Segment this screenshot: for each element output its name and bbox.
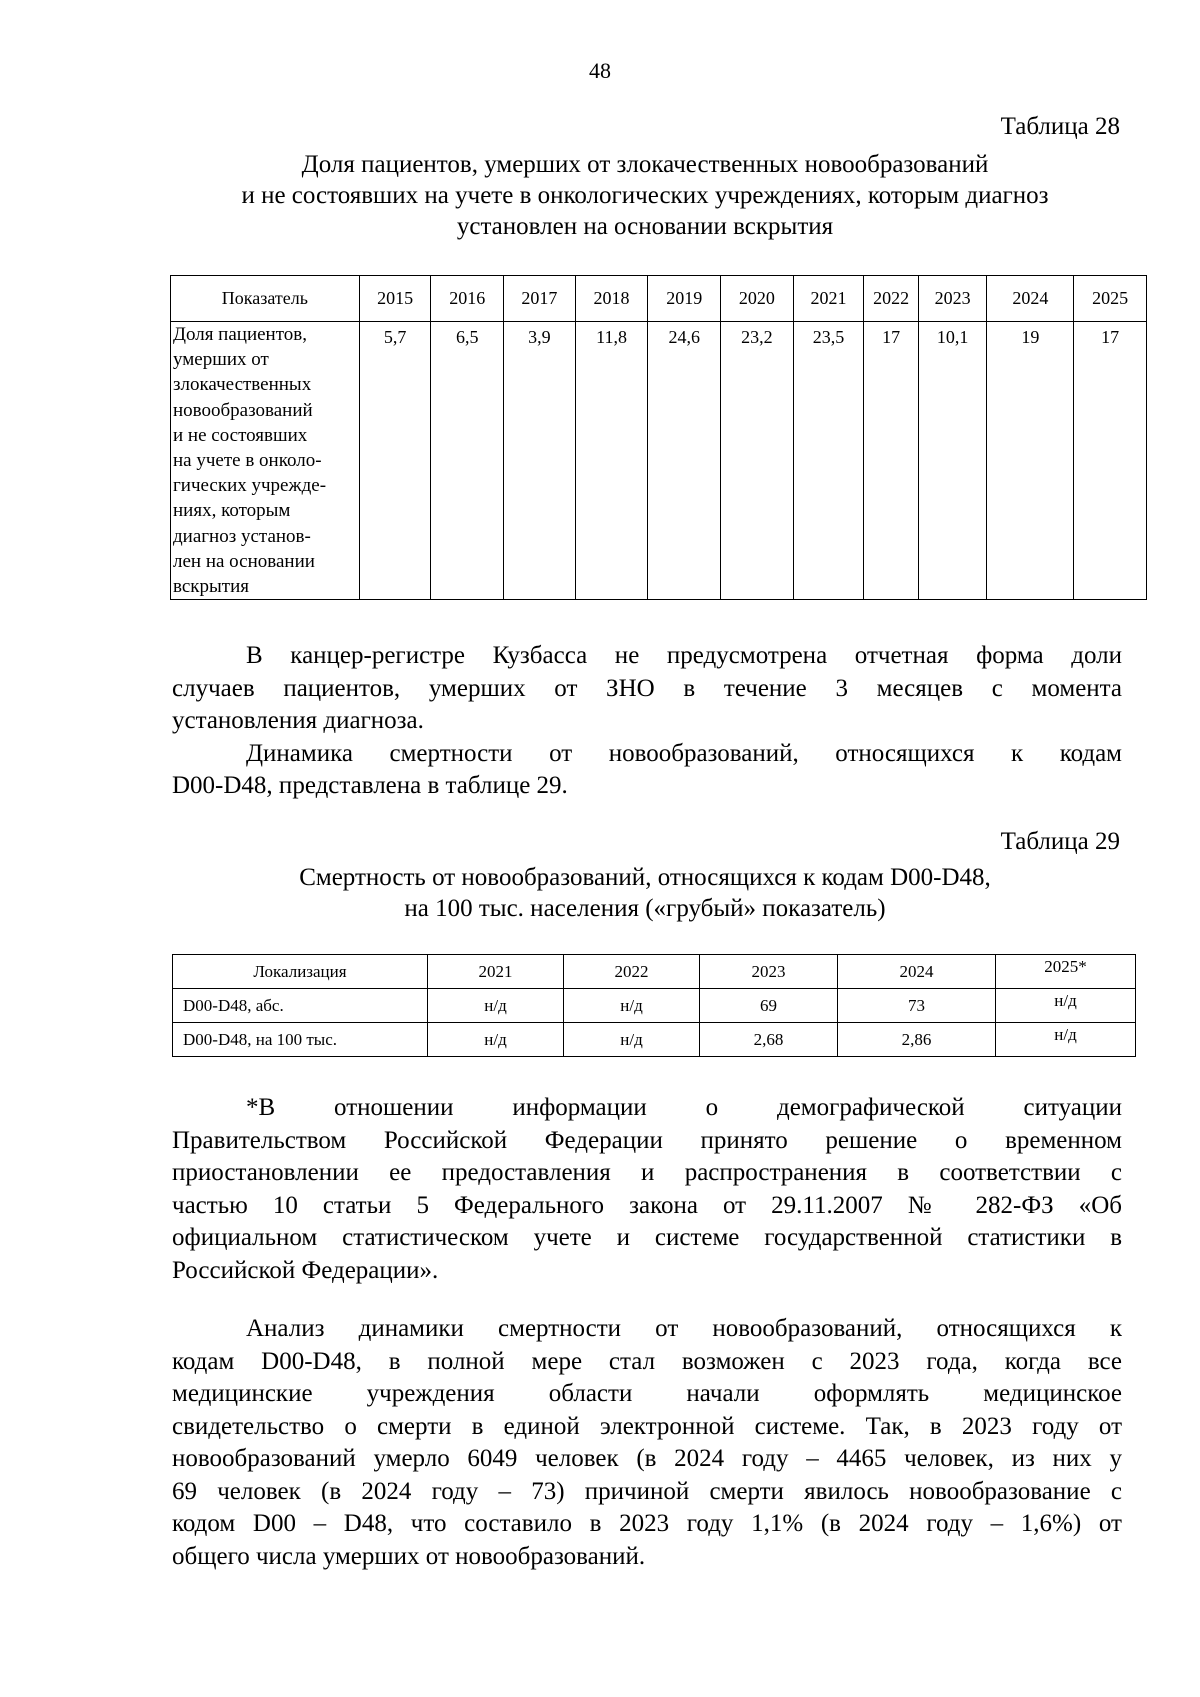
paragraph-line: частью 10 статьи 5 Федерального закона от 29.11.2007 № 282-ФЗ «Об [172, 1191, 1122, 1219]
table-28-year-cell: 2016 [431, 276, 504, 322]
table-28-title-line: Доля пациентов, умерших от злокачественных новообразований [301, 151, 989, 178]
row-label-line: гических учрежде- [173, 475, 327, 497]
paragraph-line: В канцер-регистре Кузбасса не предусмотрена отчетная форма доли [246, 642, 1122, 669]
paragraph-line: D00-D48, представлена в таблице 29. [172, 772, 568, 799]
paragraph-analysis [172, 1313, 1122, 1573]
table-29-cell: н/д [428, 1023, 564, 1057]
row-label-line: лен на основании [173, 550, 315, 572]
paragraph-footnote [172, 1092, 1122, 1287]
table-29 [172, 954, 1136, 1057]
table-28-label: Таблица 28 [1000, 113, 1120, 140]
table-29-cell: 2,68 [700, 1023, 838, 1057]
table-29-header-cell: 2021 [428, 955, 564, 989]
table-29-title-line: Смертность от новообразований, относящихся к кодам D00-D48, [299, 864, 991, 891]
table-29-cell: 73 [838, 989, 996, 1023]
row-label-line: Доля пациентов, [173, 324, 307, 345]
table-29-cell: D00-D48, абс. [173, 989, 428, 1023]
paragraph-line: официальном статистическом учете и системе государственной статистики в [172, 1224, 1122, 1251]
table-28-year-cell: 2025 [1074, 276, 1147, 322]
table-29-label: Таблица 29 [1000, 828, 1120, 855]
table-28-year-cell: 2018 [575, 276, 648, 322]
row-label-line: диагноз установ- [173, 525, 311, 547]
table-28-value-cell: 23,2 [721, 322, 794, 600]
row-label-line: вскрытия [173, 576, 249, 598]
table-29-row [173, 1023, 1136, 1057]
table-28-header-cell: Показатель [171, 276, 360, 322]
table-29-header-cell: 2025* [996, 955, 1136, 989]
paragraph-line: общего числа умерших от новообразований. [172, 1542, 646, 1570]
paragraph-line: Правительством Российской Федерации принято решение о временном [172, 1126, 1122, 1154]
table-28-year-cell: 2022 [864, 276, 919, 322]
table-28-value-cell: 19 [987, 322, 1074, 600]
table-28-value-cell: 3,9 [504, 322, 576, 600]
table-29-cell: н/д [564, 1023, 700, 1057]
row-label-line: и не состоявших [173, 424, 308, 446]
table-29-cell: н/д [996, 1023, 1136, 1057]
paragraph-line: *В отношении информации о демографической ситуации [246, 1094, 1122, 1121]
table-28-year-cell: 2024 [987, 276, 1074, 322]
table-29-cell: н/д [564, 989, 700, 1023]
paragraph-line: новообразований умерло 6049 человек (в 2024 году – 4465 человек, из них у [172, 1445, 1122, 1472]
table-29-row [173, 989, 1136, 1023]
table-28-row-label [171, 322, 360, 600]
row-label-line: умерших от [173, 349, 269, 371]
table-29-cell: н/д [428, 989, 564, 1023]
row-label-line: ниях, которым [173, 500, 291, 522]
paragraph-line: кодам D00-D48, в полной мере стал возможен с 2023 года, когда все [172, 1347, 1122, 1375]
paragraph-line: свидетельство о смерти в единой электронной системе. Так, в 2023 году от [172, 1412, 1122, 1440]
paragraph-line: кодом D00 – D48, что составило в 2023 году 1,1% (в 2024 году – 1,6%) от [172, 1510, 1122, 1537]
table-29-header-cell: Локализация [173, 955, 428, 989]
paragraph-line: 69 человек (в 2024 году – 73) причиной смерти явилось новообразование с [172, 1477, 1122, 1505]
table-28-value-cell: 17 [864, 322, 919, 600]
table-28-title-line: установлен на основании вскрытия [456, 213, 834, 240]
row-label-line: на учете в онколо- [173, 450, 322, 472]
paragraph-line: установления диагноза. [172, 707, 424, 734]
table-28-year-cell: 2023 [918, 276, 987, 322]
table-28-title-line: и не состоявших на учете в онкологических учреждениях, которым диагноз [241, 182, 1049, 209]
row-label-line: злокачественных [173, 374, 312, 396]
table-29-cell: 2,86 [838, 1023, 996, 1057]
table-28-year-cell: 2017 [504, 276, 576, 322]
table-28-year-cell: 2019 [648, 276, 721, 322]
table-29-header-cell: 2022 [564, 955, 700, 989]
table-29-cell: 69 [700, 989, 838, 1023]
paragraph-line: случаев пациентов, умерших от ЗНО в течение 3 месяцев с момента [172, 674, 1122, 702]
table-29-title [170, 862, 1120, 924]
table-28-year-cell: 2015 [359, 276, 431, 322]
table-28-data-row [171, 322, 1147, 600]
table-28-year-cell: 2021 [793, 276, 864, 322]
table-28-header-row [171, 276, 1147, 322]
paragraph-line: приостановлении ее предоставления и распространения в соответствии с [172, 1159, 1122, 1186]
table-29-header-cell: 2024 [838, 955, 996, 989]
table-28-value-cell: 11,8 [575, 322, 648, 600]
row-label-line: новообразований [173, 399, 313, 421]
table-29-header-cell: 2023 [700, 955, 838, 989]
table-28-title [170, 149, 1120, 242]
table-28-year-cell: 2020 [721, 276, 794, 322]
table-28-value-cell: 17 [1074, 322, 1147, 600]
table-28-value-cell: 23,5 [793, 322, 864, 600]
table-28-value-cell: 6,5 [431, 322, 504, 600]
page-number: 48 [589, 58, 611, 83]
paragraph-line: Российской Федерации». [172, 1256, 439, 1284]
table-28-value-cell: 5,7 [359, 322, 431, 600]
paragraph-registry [172, 640, 1122, 803]
table-29-cell: D00-D48, на 100 тыс. [173, 1023, 428, 1057]
table-28-value-cell: 24,6 [648, 322, 721, 600]
table-29-cell: н/д [996, 989, 1136, 1023]
table-29-header-row [173, 955, 1136, 989]
paragraph-line: Анализ динамики смертности от новообразований, относящихся к [246, 1315, 1122, 1342]
paragraph-line: Динамика смертности от новообразований, относящихся к кодам [246, 739, 1122, 767]
table-28 [170, 275, 1147, 600]
table-29-title-line: на 100 тыс. населения («грубый» показатель) [404, 895, 886, 922]
paragraph-line: медицинские учреждения области начали оформлять медицинское [172, 1380, 1122, 1407]
table-28-value-cell: 10,1 [918, 322, 987, 600]
